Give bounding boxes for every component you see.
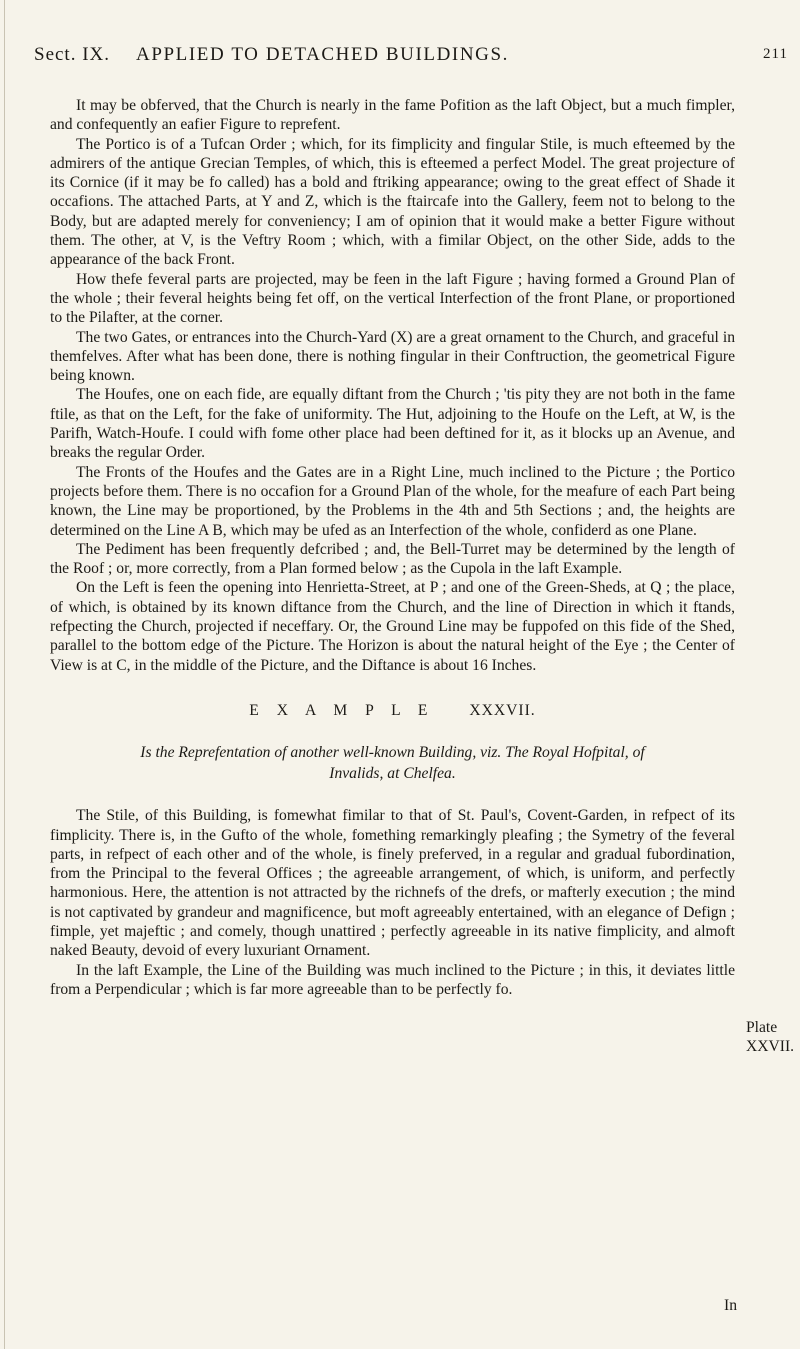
running-header <box>34 44 794 74</box>
running-title: APPLIED TO DETACHED BUILDINGS. <box>136 44 509 65</box>
example-subtitle <box>50 742 735 784</box>
page-number: 211 <box>763 46 788 62</box>
paragraph: The Fronts of the Houfes and the Gates are in a Right Line, much inclined to the Picture ; the Portico projects before them. There is no occafion for a Ground Plan of the whole, for the meafure of each Part being known, the Line may be proportioned, by the Problems in the 4th and 5th Sections ; and, the heights are determined on the Line A B, which may be ufed as an Interfection of the whole, confiderd as one Plane. <box>50 463 735 539</box>
paragraph: The two Gates, or entrances into the Church-Yard (X) are a great ornament to the Church, and graceful in themfelves. After what has been done, there is nothing fingular in their Conftruction, the geometrical Figure being known. <box>50 328 735 385</box>
example-subtitle-line2: Invalids, at Chelfea. <box>329 765 456 783</box>
paragraph: The Portico is of a Tufcan Order ; which, for its fimplicity and fingular Stile, is much efteemed by the admirers of the antique Grecian Temples, of which, this is efteemed a perfect Model. The great projecture of its Cornice (if it may be fo called) has a bold and ftriking appearance; owing to the great effect of Shade it occafions. The attached Parts, at Y and Z, which is the ftaircafe into the Gallery, feem not to belong to the Body, but are adapted merely for conveniency; I am of opinion that it would make a better Figure without them. The other, at V, is the Veftry Room ; which, with a fimilar Object, on the other Side, adds to the appearance of the back Front. <box>50 135 735 269</box>
example-number: XXXVII. <box>469 701 536 719</box>
body-text <box>50 96 735 999</box>
example-heading <box>50 701 735 720</box>
plate-note-line2: XXVII. <box>746 1038 795 1056</box>
catchword: In <box>724 1297 737 1314</box>
example-label: E X A M P L E <box>249 701 435 719</box>
paragraph: How thefe feveral parts are projected, may be feen in the laft Figure ; having formed a Ground Plan of the whole ; their feveral heights being fet off, on the vertical Interfection of the front Plane, or proportioned to the Pilafter, at the corner. <box>50 270 735 327</box>
paragraph: In the laft Example, the Line of the Building was much inclined to the Picture ; in this, it deviates little from a Perpendicular ; which is far more agreeable than to be perfectly fo. <box>50 961 735 998</box>
plate-note-line1: Plate <box>746 1019 778 1036</box>
page-edge-line <box>4 0 5 1349</box>
margin-plate-note <box>746 1018 796 1057</box>
paragraph: It may be obferved, that the Church is nearly in the fame Pofition as the laft Object, but a much fimpler, and confequently an eafier Figure to reprefent. <box>50 97 735 134</box>
paragraph: The Houfes, one on each fide, are equally diftant from the Church ; 'tis pity they are not both in the fame ftile, as that on the Left, for the fake of uniformity. The Hut, adjoining to the Houfe on the Left, at W, is the Parifh, Watch-Houfe. I could wifh fome other place had been deftined for it, as it blocks up an Avenue, and breaks the regular Order. <box>50 386 735 462</box>
example-subtitle-line1: Is the Reprefentation of another well-known Building, viz. The Royal Hofpital, of <box>140 744 645 762</box>
paragraph: On the Left is feen the opening into Henrietta-Street, at P ; and one of the Green-Sheds, at Q ; the place, of which, is obtained by its known diftance from the Church, and the line of Direction in which it ftands, refpecting the Church, projected if neceffary. Or, the Ground Line may be fuppofed on this fide of the Shed, parallel to the bottom edge of the Picture. The Horizon is about the natural height of the Eye ; the Center of View is at C, in the middle of the Picture, and the Diftance is about 16 Inches. <box>50 579 735 674</box>
section-label: Sect. IX. <box>34 44 111 65</box>
paragraph: The Pediment has been frequently defcribed ; and, the Bell-Turret may be determined by the length of the Roof ; or, more correctly, from a Plan formed below ; as the Cupola in the laft Example. <box>50 540 735 578</box>
paragraph: The Stile, of this Building, is fomewhat fimilar to that of St. Paul's, Covent-Garden, in refpect of its fimplicity. There is, in the Gufto of the whole, fomething remarkingly pleafing ; the Symetry of the feveral parts, in refpect of each other and of the whole, is finely preferved, in a regular and gradual fubordination, from the Principal to the feveral Offices ; the agreeable arrangement, of which, is uniform, and perfectly harmonious. Here, the attention is not attracted by the richnefs of the drefs, or mafterly execution ; the mind is not captivated by grandeur and magnificence, but moft agreeably entertained, with an elegance of Defign ; fimple, yet majeftic ; and comely, though unattired ; perfectly agreeable in its native fimplicity, and almoft naked Beauty, devoid of every luxuriant Ornament. <box>50 807 735 960</box>
